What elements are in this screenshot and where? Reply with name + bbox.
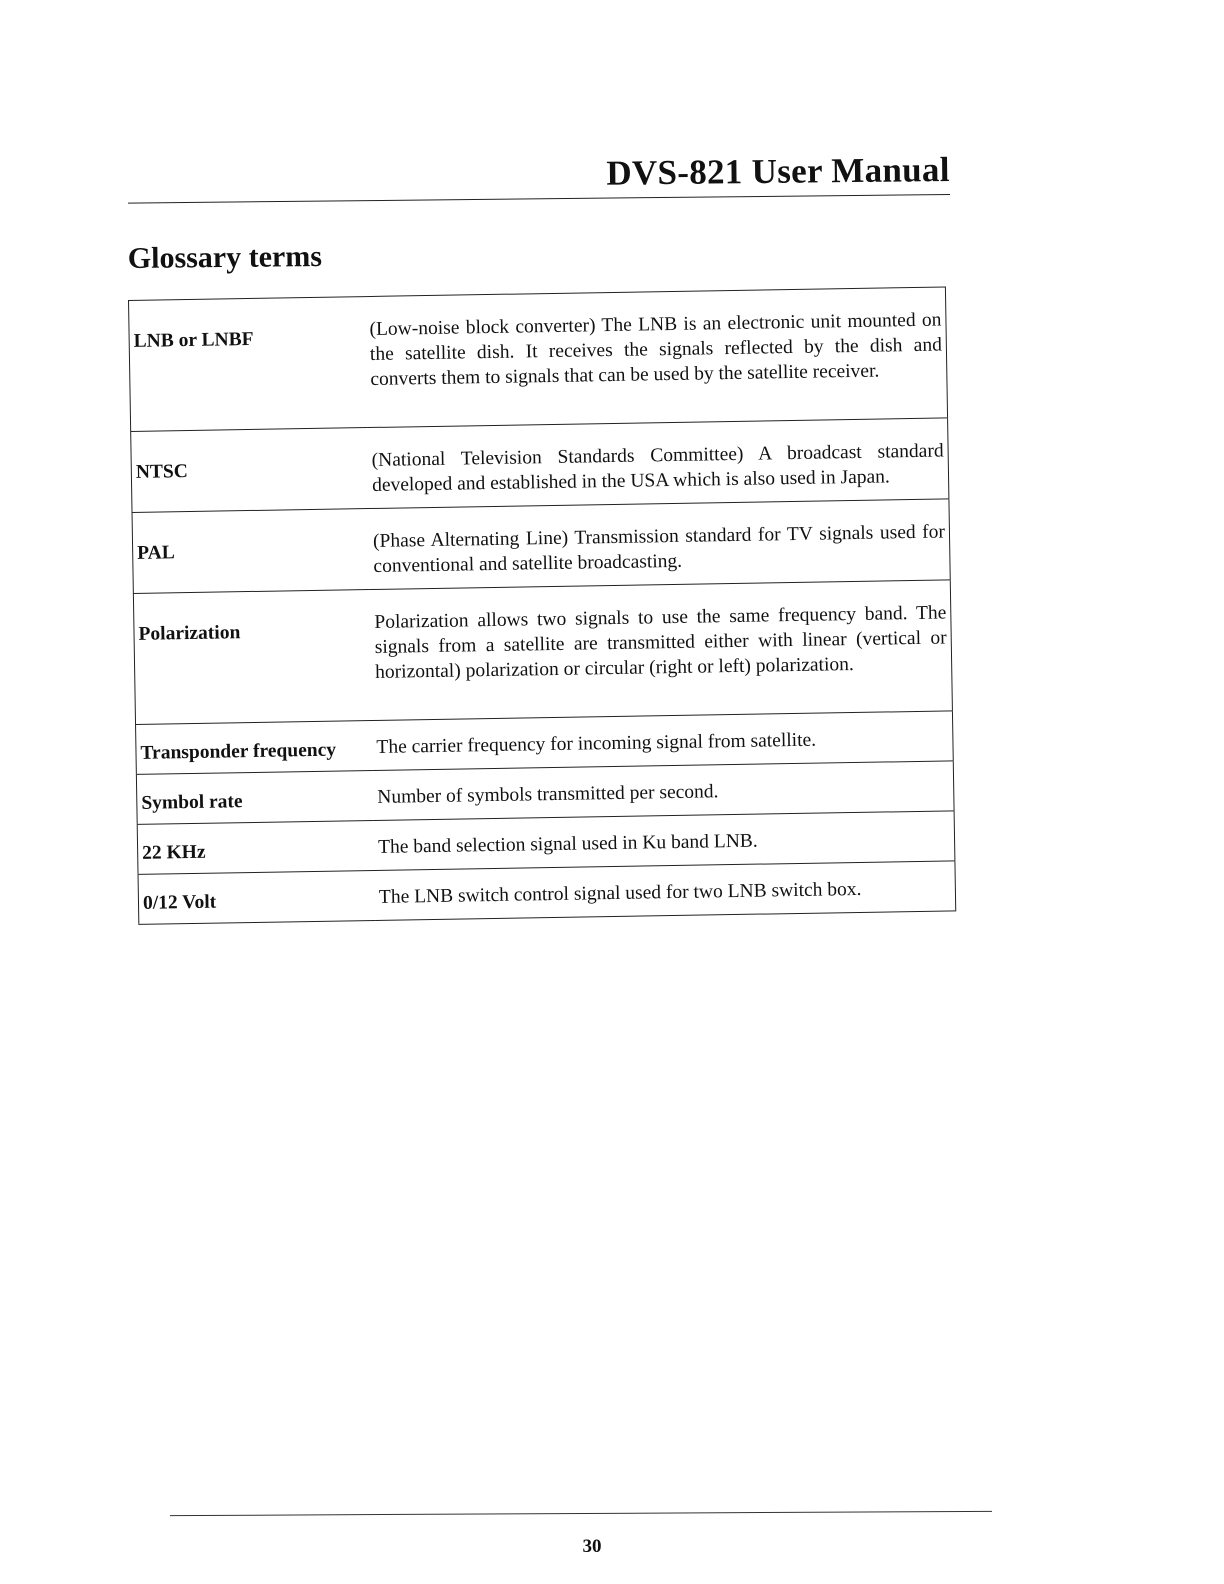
glossary-term: Symbol rate (136, 771, 373, 825)
page-header (128, 150, 950, 204)
manual-title: DVS-821 User Manual (606, 150, 950, 193)
table-row (132, 499, 950, 594)
glossary-definition: (Low-noise block converter) The LNB is an electronic unit mounted on the satellite dish. It receives the signals reflected by the dish and converts them to signals that can be used by the satellite receiver. (365, 287, 948, 428)
page-number: 30 (582, 1536, 602, 1557)
glossary-definition: (National Television Standards Committee) A broadcast standard developed and established in the USA which is also used in Japan. (367, 418, 949, 509)
glossary-definition: Number of symbols transmitted per second. (373, 761, 954, 821)
table-row (133, 580, 952, 725)
glossary-term: 0/12 Volt (138, 870, 375, 924)
glossary-table-container (128, 286, 956, 924)
glossary-definition: The band selection signal used in Ku band LNB. (374, 811, 955, 871)
glossary-term: NTSC (131, 428, 369, 513)
glossary-definition: The carrier frequency for incoming signal from satellite. (372, 711, 953, 771)
glossary-term: LNB or LNBF (129, 297, 368, 432)
glossary-term: Transponder frequency (136, 721, 373, 775)
glossary-definition: The LNB switch control signal used for two LNB switch box. (374, 861, 955, 921)
glossary-table (128, 286, 956, 924)
section-title: Glossary terms (127, 239, 323, 276)
table-row (129, 287, 948, 432)
glossary-term: PAL (132, 509, 370, 594)
footer-rule (170, 1511, 992, 1516)
glossary-term: Polarization (133, 590, 372, 725)
glossary-definition: (Phase Alternating Line) Transmission standard for TV signals used for conventional and satellite broadcasting. (368, 499, 950, 590)
table-row (131, 418, 949, 513)
glossary-term: 22 KHz (137, 820, 374, 874)
glossary-definition: Polarization allows two signals to use the same frequency band. The signals from a satellite are transmitted either with linear (vertical or horizontal) polarization or circular (right or left) polarization. (370, 580, 953, 721)
